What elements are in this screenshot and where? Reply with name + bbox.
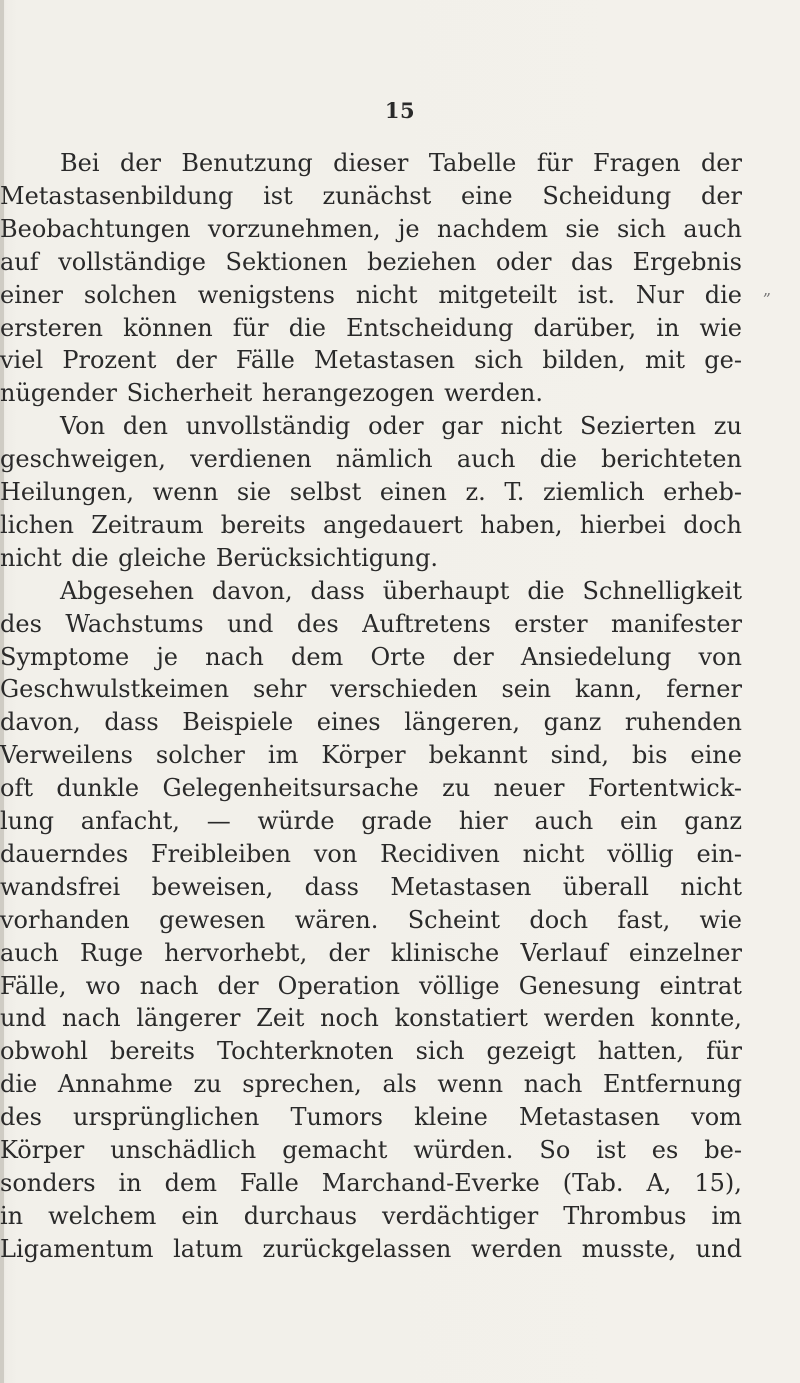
- text-line: Heilungen, wenn sie selbst einen z. T. ziemlich erheb-: [0, 478, 742, 506]
- text-line: geschweigen, verdienen nämlich auch die berichteten: [0, 445, 742, 474]
- text-line: nicht die gleiche Berücksichtigung.: [0, 543, 439, 572]
- text-line: nügender Sicherheit herangezogen werden.: [0, 379, 543, 408]
- text-line: oft dunkle Gelegenheitsursache zu neuer Fortentwick-: [0, 774, 742, 803]
- text-line: auf vollständige Sektionen beziehen oder das Ergebnis: [0, 247, 742, 276]
- text-line: Geschwulstkeimen sehr verschieden sein kann, ferner: [0, 675, 742, 704]
- text-line: lung anfacht, — würde grade hier auch ein ganz: [0, 807, 742, 835]
- text-line: obwohl bereits Tochterknoten sich gezeigt hatten, für: [0, 1037, 742, 1066]
- text-line: Fälle, wo nach der Operation völlige Genesung eintrat: [0, 971, 742, 1000]
- page-number: 15: [384, 98, 416, 123]
- text-line: lichen Zeitraum bereits angedauert haben, hierbei doch: [0, 510, 742, 539]
- text-line: vorhanden gewesen wären. Scheint doch fast, wie: [0, 905, 742, 934]
- text-line: Beobachtungen vorzunehmen, je nachdem sie sich auch: [0, 214, 742, 243]
- text-line: sonders in dem Falle Marchand-Everke (Tab. A, 15),: [0, 1168, 742, 1197]
- text-line: auch Ruge hervorhebt, der klinische Verlauf einzelner: [0, 938, 742, 967]
- text-line: Körper unschädlich gemacht würden. So ist es be-: [0, 1136, 742, 1164]
- text-line: Verweilens solcher im Körper bekannt sind, bis eine: [0, 741, 742, 770]
- text-line: wandsfrei beweisen, dass Metastasen überall nicht: [0, 872, 742, 901]
- text-line: Bei der Benutzung dieser Tabelle für Fragen der: [60, 149, 742, 177]
- text-line: Abgesehen davon, dass überhaupt die Schnelligkeit: [60, 576, 742, 605]
- text-line: Metastasenbildung ist zunächst eine Scheidung der: [0, 181, 742, 210]
- margin-mark: „: [763, 280, 772, 299]
- text-line: ersteren können für die Entscheidung darüber, in wie: [0, 313, 742, 342]
- text-line: des ursprünglichen Tumors kleine Metastasen vom: [0, 1103, 742, 1132]
- text-line: einer solchen wenigstens nicht mitgeteilt ist. Nur die: [0, 280, 742, 309]
- text-line: davon, dass Beispiele eines längeren, ganz ruhenden: [0, 708, 742, 737]
- text-line: viel Prozent der Fälle Metastasen sich bilden, mit ge-: [0, 346, 742, 375]
- text-line: Symptome je nach dem Orte der Ansiedelung von: [0, 642, 742, 671]
- text-line: des Wachstums und des Auftretens erster manifester: [0, 609, 742, 638]
- text-line: Von den unvollständig oder gar nicht Sezierten zu: [60, 412, 742, 441]
- text-line: die Annahme zu sprechen, als wenn nach Entfernung: [0, 1070, 742, 1099]
- text-line: und nach längerer Zeit noch konstatiert werden konnte,: [0, 1004, 742, 1033]
- text-line: in welchem ein durchaus verdächtiger Thrombus im: [0, 1201, 742, 1230]
- text-line: Ligamentum latum zurückgelassen werden musste, und: [0, 1234, 742, 1263]
- text-line: dauerndes Freibleiben von Recidiven nicht völlig ein-: [0, 839, 742, 868]
